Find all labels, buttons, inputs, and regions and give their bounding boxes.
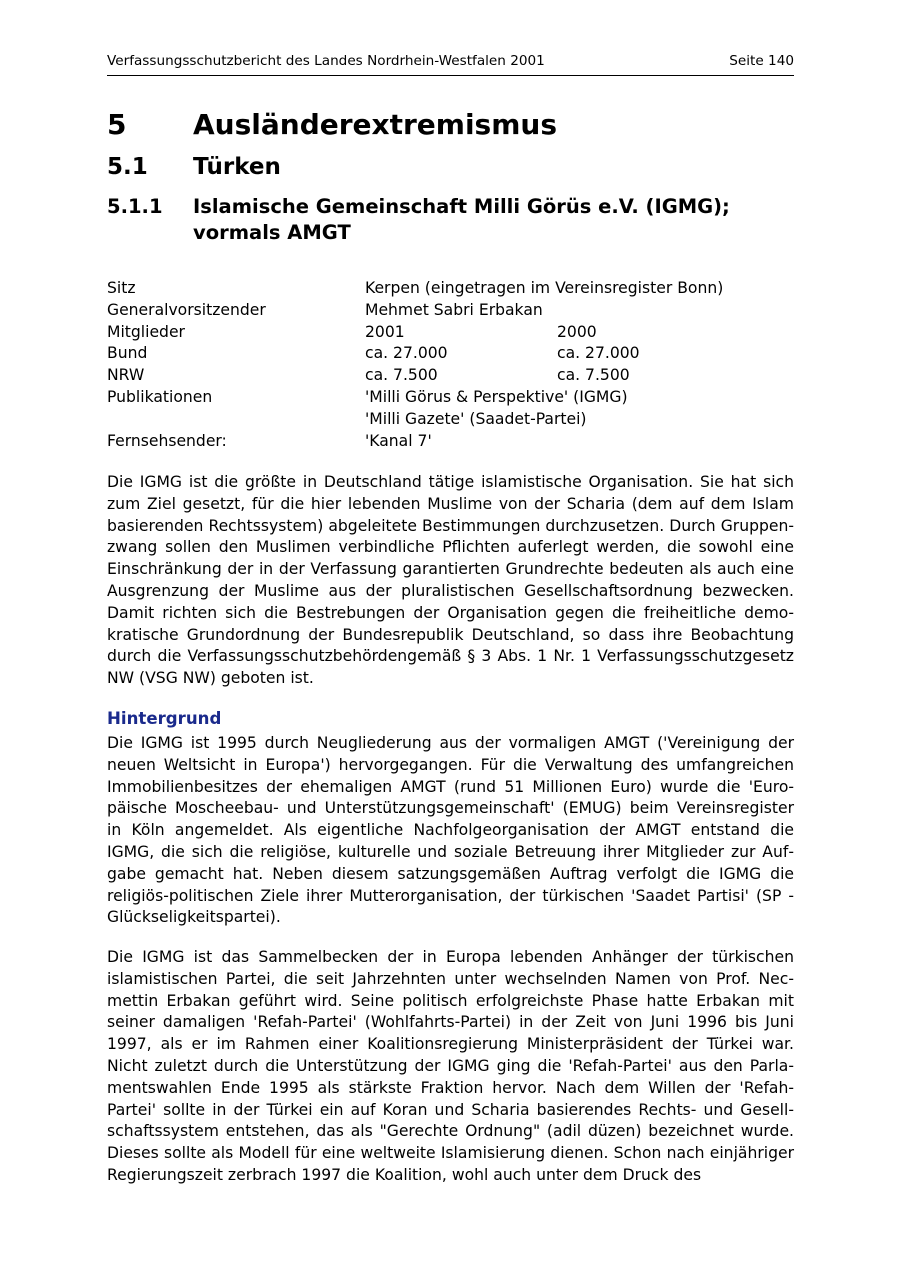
page-number: Seite 140 xyxy=(729,53,794,69)
subsection-number: 5.1.1 xyxy=(107,195,163,218)
fact-value: ca. 7.500 xyxy=(557,366,630,385)
fact-row-mitglieder xyxy=(107,322,794,344)
fact-label: Mitglieder xyxy=(107,322,185,341)
fact-row-nrw xyxy=(107,365,794,387)
body-paragraph-1: Die IGMG ist die größte in Deutschland tätige islamistische Organisation. Sie hat sich zum Ziel gesetzt, für die hier lebenden Muslime von der Scharia (dem auf dem Islam basierenden Rechtssystem) abgeleitete Bestimmungen durchzusetzen. Durch Gruppenzwang sollen den Muslimen verbindliche Pflichten auferlegt werden, die sowohl eine Einschränkung der in der Verfassung garantierten Grundrechte bedeuten als auch eine Ausgrenzung der Muslime aus der pluralistischen Gesellschaftsordnung bezwecken. Damit richten sich die Bestrebungen der Organisation gegen die freiheitliche demokratische Grundordnung der Bundesrepublik Deutschland, so dass ihre Beobachtung durch die Verfassungsschutzbehördengemäß § 3 Abs. 1 Nr. 1 Verfassungsschutzgesetz NW (VSG NW) geboten ist. xyxy=(107,473,794,688)
section-title: Türken xyxy=(193,154,281,180)
fact-value: ca. 27.000 xyxy=(365,344,448,363)
fact-value: ca. 7.500 xyxy=(365,366,438,385)
fact-label-empty xyxy=(107,409,365,431)
fact-label: Sitz xyxy=(107,279,136,297)
chapter-heading xyxy=(107,106,557,144)
fact-value: 'Kanal 7' xyxy=(365,431,432,450)
chapter-number: 5 xyxy=(107,108,127,141)
year-2000: 2000 xyxy=(557,322,597,341)
subsection-heading xyxy=(107,194,793,246)
chapter-title: Ausländerextremismus xyxy=(193,108,557,141)
fact-label: Fernsehsender: xyxy=(107,431,227,450)
body-paragraph-3: Die IGMG ist das Sammelbecken der in Europa lebenden Anhänger der türkischen islamistischen Partei, die seit Jahrzehnten unter wechselnden Namen von Prof. Necmettin Erbakan geführt wird. Seine politisch erfolgreichste Phase hatte Erbakan mit seiner damaligen 'Refah-Partei' (Wohlfahrts-Partei) in der Zeit von Juni 1996 bis Juni 1997, als er im Rahmen einer Koalitionsregierung Ministerpräsident der Türkei war. Nicht zuletzt durch die Unterstützung der IGMG ging die 'Refah-Partei' aus den Parlamentswahlen Ende 1995 als stärkste Fraktion hervor. Nach dem Willen der 'Refah-Partei' sollte in der Türkei ein auf Koran und Scharia basierendes Rechts- und Gesellschaftssystem entstehen, das als "Gerechte Ordnung" (adil düzen) bezeichnet wurde. Dieses sollte als Modell für eine weltweite Islamisierung dienen. Schon nach einjähriger Regierungszeit zerbrach 1997 die Koalition, wohl auch unter dem Druck des xyxy=(107,948,794,1184)
fact-label: NRW xyxy=(107,366,145,385)
fact-value: ca. 27.000 xyxy=(557,344,640,363)
fact-value: 'Milli Gazete' (Saadet-Partei) xyxy=(365,409,587,428)
header-title: Verfassungsschutzbericht des Landes Nordrhein-Westfalen 2001 xyxy=(107,53,545,69)
fact-label: Generalvorsitzender xyxy=(107,300,266,319)
fact-value: Mehmet Sabri Erbakan xyxy=(365,300,543,319)
section-number: 5.1 xyxy=(107,154,148,180)
fact-label: Publikationen xyxy=(107,387,213,406)
subsection-title: Islamische Gemeinschaft Milli Görüs e.V. (IGMG); vormals AMGT xyxy=(193,195,730,244)
fact-row-fernsehsender xyxy=(107,431,794,453)
fact-row-publikationen xyxy=(107,387,794,409)
fact-value: Kerpen (eingetragen im Vereinsregister Bonn) xyxy=(365,279,724,297)
body-paragraph-2: Die IGMG ist 1995 durch Neugliederung aus der vormaligen AMGT ('Vereinigung der neuen Weltsicht in Europa') hervorgegangen. Für die Verwaltung des umfangreichen Immobilienbesitzes der ehemaligen AMGT (rund 51 Millionen Euro) wurde die 'Europäische Moscheebau- und Unterstützungsgemeinschaft' (EMUG) beim Vereinsregister in Köln angemeldet. Als eigentliche Nachfolgeorganisation der AMGT entstand die IGMG, die sich die religiöse, kulturelle und soziale Betreuung ihrer Mitglieder zur Aufgabe gemacht hat. Neben diesem satzungsgemäßen Auftrag verfolgt die IGMG die religiös-politischen Ziele ihrer Mutterorganisation, der türkischen 'Saadet Partisi' (SP - Glückseligkeitspartei). xyxy=(107,734,794,927)
year-2001: 2001 xyxy=(365,322,405,341)
facts-table xyxy=(107,278,794,452)
fact-row-bund xyxy=(107,343,794,365)
running-header xyxy=(107,53,794,76)
fact-value: 'Milli Görus & Perspektive' (IGMG) xyxy=(365,387,628,406)
fact-row-publikationen-2 xyxy=(107,409,794,431)
fact-row-sitz xyxy=(107,278,794,300)
fact-label: Bund xyxy=(107,344,148,363)
subheading-hintergrund: Hintergrund xyxy=(107,709,222,728)
fact-row-vorsitzender xyxy=(107,300,794,322)
section-heading xyxy=(107,151,281,183)
